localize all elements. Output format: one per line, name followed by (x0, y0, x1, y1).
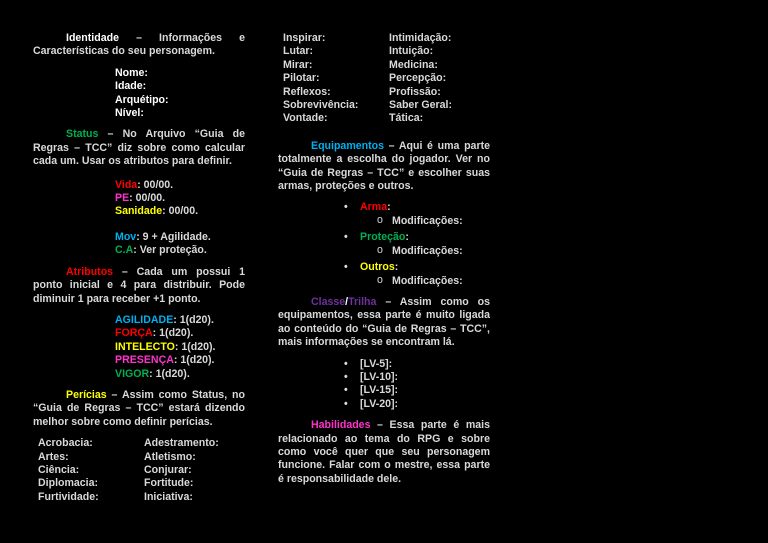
equipamentos-paragraph (278, 140, 490, 194)
skill-item: Ciência: (38, 463, 80, 476)
pericias-heading: Perícias (66, 388, 107, 401)
skill-item: Adestramento: (144, 437, 219, 450)
status-sanidade (115, 205, 245, 218)
skill-item: Artes: (38, 450, 69, 463)
mod-item: o Modificações: (278, 245, 490, 258)
ca-label: C.A (115, 244, 134, 257)
equip-arma (278, 201, 490, 214)
left-column (33, 32, 245, 504)
skill-item: Intimidação: (389, 32, 452, 44)
status-text: – No Arquivo “Guia de Regras – TCC” diz sobre como calcular cada um. Usar os atributos para definir. (33, 128, 245, 168)
classe-text: – Assim como os equipamentos, essa parte é muito ligada ao conteúdo do “Guia de Regras – TCC”, mais informações se encontram lá. (278, 295, 490, 349)
skill-item: Diplomacia: (38, 477, 99, 490)
identidade-paragraph (33, 32, 245, 59)
identidade-heading: Identidade (66, 32, 119, 44)
identidade-text: – Informações e Características do seu personagem. (33, 32, 245, 58)
pericias-col2 (144, 437, 245, 504)
sanidade-value: : 00/00. (162, 205, 199, 218)
status-heading: Status (66, 128, 99, 141)
skill-item: Lutar: (283, 45, 314, 58)
attr-agilidade (115, 314, 245, 327)
status-mov (115, 231, 245, 244)
status-vida (115, 179, 245, 192)
attr-presenca (115, 354, 245, 367)
attr-vigor-value: : 1(d20). (149, 367, 190, 380)
atributos-heading: Atributos (66, 265, 114, 278)
attr-agilidade-label: AGILIDADE (115, 313, 174, 326)
level-item: • [LV-5]: (278, 358, 490, 371)
classe-paragraph (278, 296, 490, 350)
status-ca (115, 244, 245, 257)
trilha-heading: Trilha (348, 295, 377, 308)
mod-item: o Modificações: (278, 215, 490, 228)
attr-forca-label: FORÇA (115, 327, 153, 340)
field-arquetipo: Arquétipo: (115, 93, 169, 106)
ca-value: : Ver proteção. (133, 244, 207, 257)
mov-label: Mov (115, 230, 137, 243)
pericias-cont-col2 (389, 32, 490, 126)
colon: : (394, 261, 399, 274)
equipamentos-heading: Equipamentos (311, 139, 384, 152)
skill-item: Acrobacia: (38, 437, 93, 450)
pericias-col1 (38, 437, 139, 504)
equip-arma-label: Arma (360, 201, 388, 214)
equipamentos-text: – Aqui é uma parte totalmente a escolha do jogador. Ver no “Guia de Regras – TCC” e escolher suas armas, proteções e outros. (278, 139, 490, 193)
pe-value: : 00/00. (129, 192, 166, 205)
attr-intelecto-value: : 1(d20). (174, 340, 216, 353)
attr-forca-value: : 1(d20). (152, 327, 194, 340)
pericias-cont-col1 (283, 32, 384, 126)
skill-item: Percepção: (389, 72, 447, 85)
habilidades-paragraph (278, 419, 490, 486)
skill-item: Reflexos: (283, 85, 331, 98)
equip-outros (278, 261, 490, 274)
attr-presenca-value: : 1(d20). (173, 354, 215, 367)
habilidades-heading: Habilidades (311, 419, 371, 432)
status-pe (115, 192, 245, 205)
skill-item: Pilotar: (283, 72, 320, 85)
equip-protecao (278, 231, 490, 244)
attr-agilidade-value: : 1(d20). (173, 313, 214, 326)
skill-item: Profissão: (389, 85, 441, 98)
attr-vigor (115, 368, 245, 381)
mov-value: : 9 + Agilidade. (136, 230, 211, 243)
levels-list (278, 358, 490, 412)
skill-item: Tática: (389, 112, 424, 125)
classe-slash: / (345, 295, 349, 308)
skill-item: Vontade: (283, 112, 328, 125)
vida-value: : 00/00. (137, 178, 174, 191)
pe-label: PE (115, 192, 130, 205)
attr-vigor-label: VIGOR (115, 367, 150, 380)
skill-item: Iniciativa: (144, 490, 193, 503)
level-item: • [LV-10]: (278, 371, 490, 384)
pericias-text: – Assim como Status, no “Guia de Regras – TCC” estará dizendo melhor sobre como definir perícias. (33, 388, 245, 428)
equip-outros-label: Outros (360, 261, 395, 274)
skill-item: Conjurar: (144, 463, 192, 476)
colon: : (387, 201, 391, 214)
skill-item: Medicina: (389, 58, 438, 71)
sanidade-label: Sanidade (115, 205, 163, 218)
field-nome: Nome: (115, 66, 148, 79)
skill-item: Intuição: (389, 45, 434, 58)
habilidades-text: – Essa parte é mais relacionado ao tema do RPG e sobre como você quer que seu personagem funcione. Falar com o mestre, essa parte é responsabilidade dele. (278, 419, 490, 485)
skill-item: Saber Geral: (389, 99, 453, 112)
skill-item: Furtividade: (38, 490, 99, 503)
skill-item: Fortitude: (144, 477, 194, 490)
mod-item: o Modificações: (278, 275, 490, 288)
level-item: • [LV-15]: (278, 384, 490, 397)
equip-protecao-label: Proteção (360, 231, 406, 244)
skill-item: Mirar: (283, 58, 313, 71)
level-item: • [LV-20]: (278, 398, 490, 411)
colon: : (405, 231, 409, 244)
attr-forca (115, 327, 245, 340)
skill-item: Inspirar: (283, 32, 326, 44)
atributos-text: – Cada um possui 1 ponto inicial e 4 para distribuir. Pode diminuir 1 para receber +1 ponto. (33, 265, 245, 305)
atributos-paragraph (33, 266, 245, 306)
pericias-continued-grid (278, 32, 490, 126)
attr-presenca-label: PRESENÇA (115, 354, 174, 367)
skill-item: Sobrevivência: (283, 99, 359, 112)
pericias-grid (33, 437, 245, 504)
vida-label: Vida (115, 178, 138, 191)
classe-heading: Classe (311, 295, 346, 308)
field-nivel: Nível: (115, 107, 144, 120)
attr-intelecto (115, 341, 245, 354)
equipamentos-list (278, 201, 490, 287)
identity-fields (115, 67, 245, 121)
field-idade: Idade: (115, 80, 147, 93)
atributos-list (115, 314, 245, 381)
right-column (278, 32, 490, 486)
attr-intelecto-label: INTELECTO (115, 340, 175, 353)
skill-item: Atletismo: (144, 450, 196, 463)
pericias-paragraph (33, 389, 245, 429)
status-paragraph (33, 128, 245, 168)
status-values (115, 179, 245, 258)
